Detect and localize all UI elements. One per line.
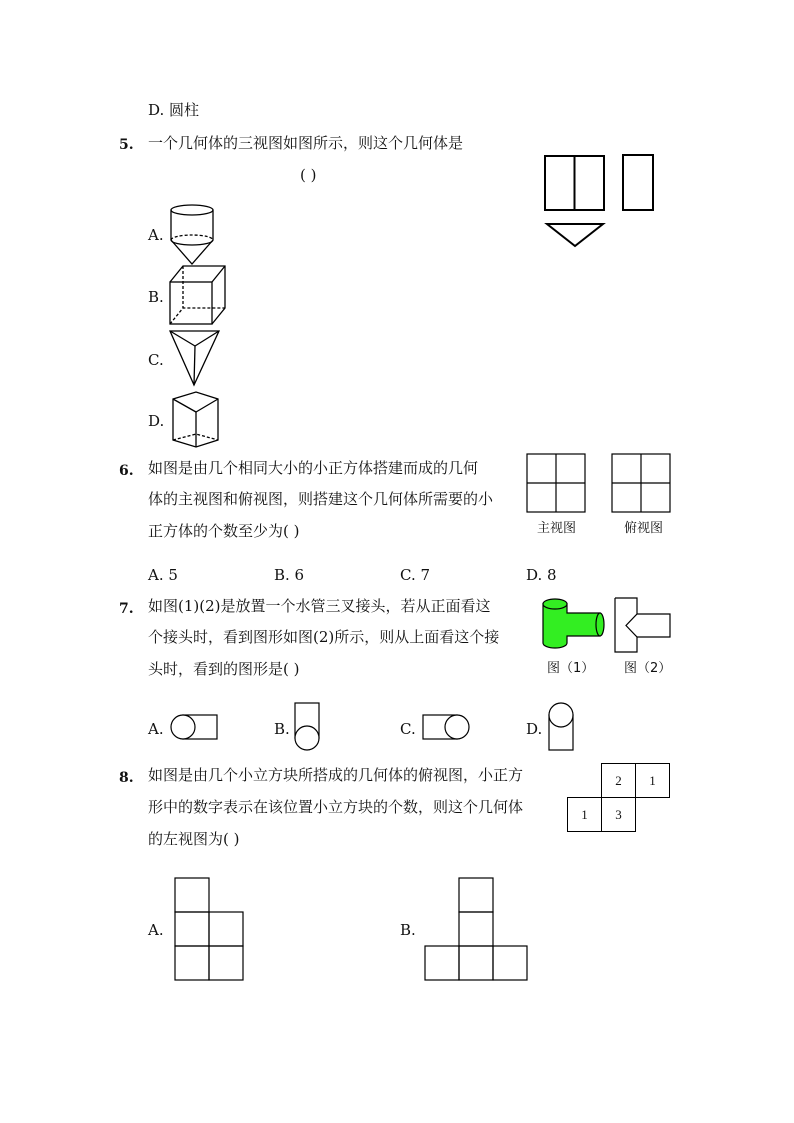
q8-number: 8. (119, 770, 134, 786)
q6-number: 6. (119, 463, 134, 479)
q4-option-d: D. 圆柱 (148, 101, 200, 119)
q7-option-b-label: B. (274, 720, 290, 738)
q8-option-b-label: B. (400, 921, 416, 939)
q5-option-c-label: C. (148, 351, 164, 369)
q8-grid-cell: 3 (601, 797, 636, 832)
q8-line-3: 的左视图为( ) (148, 830, 240, 848)
q5-stem: 一个几何体的三视图如图所示，则这个几何体是 (148, 134, 464, 152)
q7-figure-2-caption: 图（2） (624, 661, 672, 676)
q6-line-3: 正方体的个数至少为( ) (148, 522, 300, 540)
q7-line-3: 头时，看到的图形是( ) (148, 660, 300, 678)
q8-b-left-view (425, 878, 527, 980)
q6-line-1: 如图是由几个相同大小的小正方体搭建而成的几何 (148, 459, 479, 477)
q7-option-d-label: D. (526, 720, 543, 738)
q5-option-a-label: A. (148, 226, 164, 244)
q6-option-b: B. 6 (274, 566, 305, 584)
q5-number: 5. (119, 137, 134, 153)
q5-answer-blank: ( ) (300, 166, 317, 184)
q8-option-a-label: A. (148, 921, 164, 939)
q6-option-c: C. 7 (400, 566, 431, 584)
q5-option-d-label: D. (148, 412, 165, 430)
q8-grid-cell: 2 (601, 763, 636, 798)
q7-figure-1-caption: 图（1） (547, 661, 595, 676)
q6-front-view-caption: 主视图 (537, 521, 577, 536)
q7-option-c-label: C. (400, 720, 416, 738)
q6-option-a: A. 5 (148, 566, 178, 584)
q7-number: 7. (119, 601, 134, 617)
q8-grid-cell: 1 (567, 797, 602, 832)
q6-top-view-caption: 俯视图 (624, 521, 664, 536)
q7-line-2: 个接头时，看到图形如图(2)所示，则从上面看这个接 (148, 628, 500, 646)
q8-a-left-view (175, 878, 243, 980)
q5-option-b-label: B. (148, 288, 164, 306)
q8-grid-cell: 1 (635, 763, 670, 798)
q6-line-2: 体的主视图和俯视图，则搭建这个几何体所需要的小 (148, 490, 494, 508)
q7-line-1: 如图(1)(2)是放置一个水管三叉接头，若从正面看这 (148, 597, 491, 615)
q8-line-2: 形中的数字表示在该位置小立方块的个数，则这个几何体 (148, 798, 524, 816)
q7-option-a-label: A. (148, 720, 164, 738)
q6-option-d: D. 8 (526, 566, 557, 584)
q8-line-1: 如图是由几个小立方块所搭成的几何体的俯视图，小正方 (148, 766, 524, 784)
